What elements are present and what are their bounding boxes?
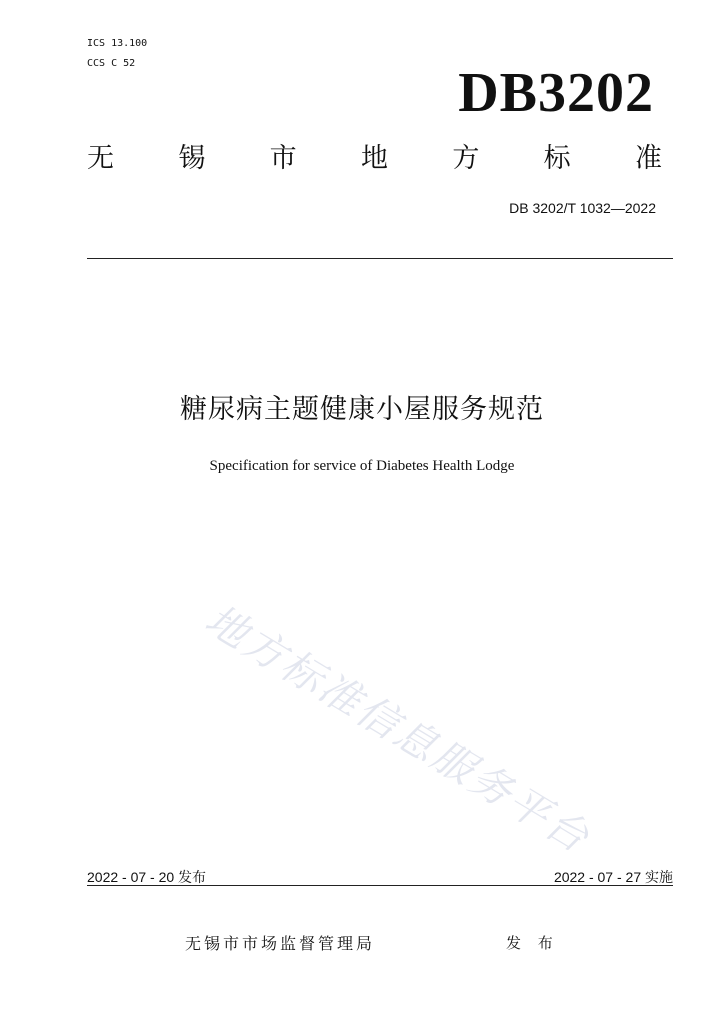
standard-number: DB 3202/T 1032—2022 [509, 200, 656, 216]
standard-type-char: 锡 [178, 143, 206, 174]
issue-label: 发 布 [506, 934, 559, 952]
standard-type-char: 方 [452, 143, 480, 174]
bottom-divider [87, 885, 673, 886]
standard-type-char: 准 [634, 143, 662, 174]
standard-type-char: 市 [269, 143, 297, 174]
standard-type-char: 无 [87, 143, 114, 174]
publish-date: 2022 - 07 - 20 发布 [87, 869, 207, 885]
issuing-authority: 无锡市市场监督管理局 [185, 934, 376, 953]
standard-type-char: 地 [360, 143, 388, 174]
ics-code: ICS 13.100 [87, 38, 148, 49]
standard-type-char: 标 [543, 143, 571, 174]
ccs-code: CCS C 52 [87, 58, 136, 69]
implementation-date: 2022 - 07 - 27 实施 [553, 869, 673, 885]
standard-type-title [87, 142, 662, 176]
top-divider [87, 258, 673, 259]
document-title-english: Specification for service of Diabetes Health Lodge [209, 458, 515, 474]
watermark: 地方标准信息服务平台 [197, 595, 599, 863]
document-title-chinese: 糖尿病主题健康小屋服务规范 [180, 394, 544, 425]
standard-code: DB3202 [458, 62, 654, 124]
